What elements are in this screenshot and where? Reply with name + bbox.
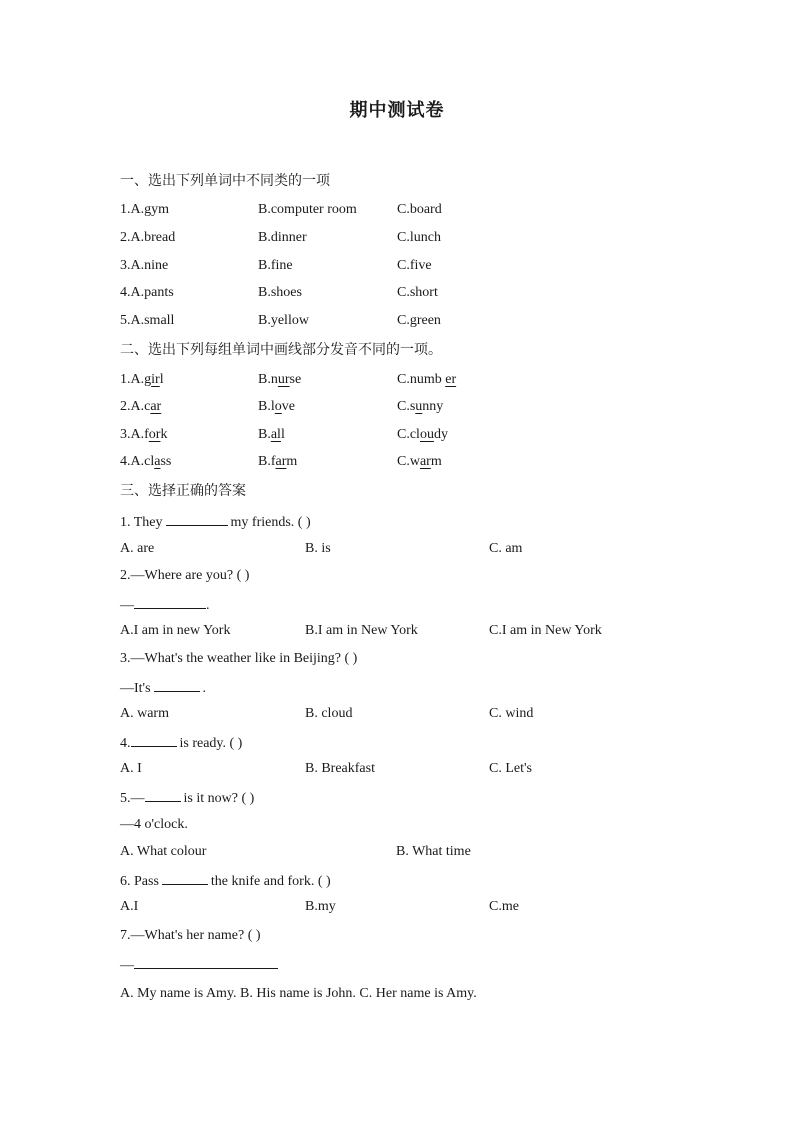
page-title: 期中测试卷 [349, 100, 445, 121]
s1-item-1-b: B.computer room [258, 202, 357, 217]
s1-item-4-a: 4.A.pants [120, 285, 174, 300]
answer-blank[interactable] [134, 954, 278, 969]
q3-answer-line: —It's . [120, 677, 206, 699]
s1-item-2-a: 2.A.bread [120, 230, 176, 245]
answer-blank[interactable] [162, 870, 208, 885]
q4-option-c: C. Let's [489, 761, 532, 776]
s1-item-3-c: C.five [397, 258, 432, 273]
answer-blank[interactable] [154, 677, 200, 692]
q3-option-c: C. wind [489, 706, 534, 721]
q2-answer-line: — . [120, 594, 210, 616]
q2-option-c: C.I am in New York [489, 623, 602, 638]
s1-item-5-a: 5.A.small [120, 313, 175, 328]
q7-options: A. My name is Amy. B. His name is John. C. Her name is Amy. [120, 986, 477, 1001]
q6-option-c: C.me [489, 899, 519, 914]
s2-item-4-b: B.farm [258, 454, 298, 469]
q5-answer: —4 o'clock. [120, 817, 188, 832]
s2-item-4-c: C.warm [397, 454, 442, 469]
s2-item-1-a: 1.A.girl [120, 372, 164, 387]
q6-option-a: A.I [120, 899, 139, 914]
answer-blank[interactable] [134, 594, 206, 609]
s2-item-2-b: B.love [258, 399, 295, 414]
underlined-letters: u [415, 399, 423, 414]
q5-option-a: A. What colour [120, 844, 207, 859]
s2-item-3-c: C.cloudy [397, 427, 448, 442]
s1-item-3-b: B.fine [258, 258, 293, 273]
q1-option-c: C. am [489, 541, 523, 556]
q2-question: 2.—Where are you? ( ) [120, 568, 250, 583]
s2-item-2-c: C.sunny [397, 399, 444, 414]
answer-blank[interactable] [131, 732, 177, 747]
underlined-letters: ou [419, 427, 434, 442]
section2-heading: 二、选出下列每组单词中画线部分发音不同的一项。 [120, 342, 442, 358]
s1-item-4-b: B.shoes [258, 285, 302, 300]
q6-question: 6. Pass the knife and fork. ( ) [120, 870, 331, 892]
s1-item-4-c: C.short [397, 285, 438, 300]
underlined-letters: er [445, 372, 457, 387]
s2-item-2-a: 2.A.car [120, 399, 162, 414]
q4-option-a: A. I [120, 761, 142, 776]
q7-answer-line: — [120, 954, 278, 976]
s2-item-4-a: 4.A.class [120, 454, 172, 469]
s1-item-2-b: B.dinner [258, 230, 307, 245]
q2-option-b: B.I am in New York [305, 623, 418, 638]
underlined-letters: ir [151, 372, 160, 387]
s2-item-3-b: B.all [258, 427, 285, 442]
section1-heading: 一、选出下列单词中不同类的一项 [120, 173, 330, 189]
q3-question: 3.—What's the weather like in Beijing? ( ) [120, 651, 358, 666]
s1-item-3-a: 3.A.nine [120, 258, 169, 273]
q2-option-a: A.I am in new York [120, 623, 231, 638]
q3-option-b: B. cloud [305, 706, 353, 721]
s1-item-2-c: C.lunch [397, 230, 441, 245]
s2-item-3-a: 3.A.fork [120, 427, 168, 442]
underlined-letters: ur [277, 372, 290, 387]
q6-option-b: B.my [305, 899, 336, 914]
s1-item-5-b: B.yellow [258, 313, 309, 328]
q3-option-a: A. warm [120, 706, 169, 721]
s2-item-1-b: B.nurse [258, 372, 302, 387]
answer-blank[interactable] [145, 787, 181, 802]
underlined-letters: o [274, 399, 282, 414]
underlined-letters: ar [150, 399, 162, 414]
q1-question: 1. They my friends. ( ) [120, 511, 311, 533]
q1-option-b: B. is [305, 541, 331, 556]
underlined-letters: ar [275, 454, 287, 469]
section3-heading: 三、选择正确的答案 [120, 483, 246, 499]
q1-option-a: A. are [120, 541, 155, 556]
s1-item-1-c: C.board [397, 202, 442, 217]
q5-option-b: B. What time [396, 844, 471, 859]
answer-blank[interactable] [166, 511, 228, 526]
underlined-letters: al [270, 427, 281, 442]
q4-question: 4. is ready. ( ) [120, 732, 242, 754]
s1-item-1-a: 1.A.gym [120, 202, 169, 217]
q7-question: 7.—What's her name? ( ) [120, 928, 261, 943]
s1-item-5-c: C.green [397, 313, 441, 328]
underlined-letters: ar [419, 454, 431, 469]
underlined-letters: a [154, 454, 161, 469]
underlined-letters: or [148, 427, 161, 442]
q5-question: 5.— is it now? ( ) [120, 787, 254, 809]
q4-option-b: B. Breakfast [305, 761, 375, 776]
s2-item-1-c: C.numb er [397, 372, 457, 387]
